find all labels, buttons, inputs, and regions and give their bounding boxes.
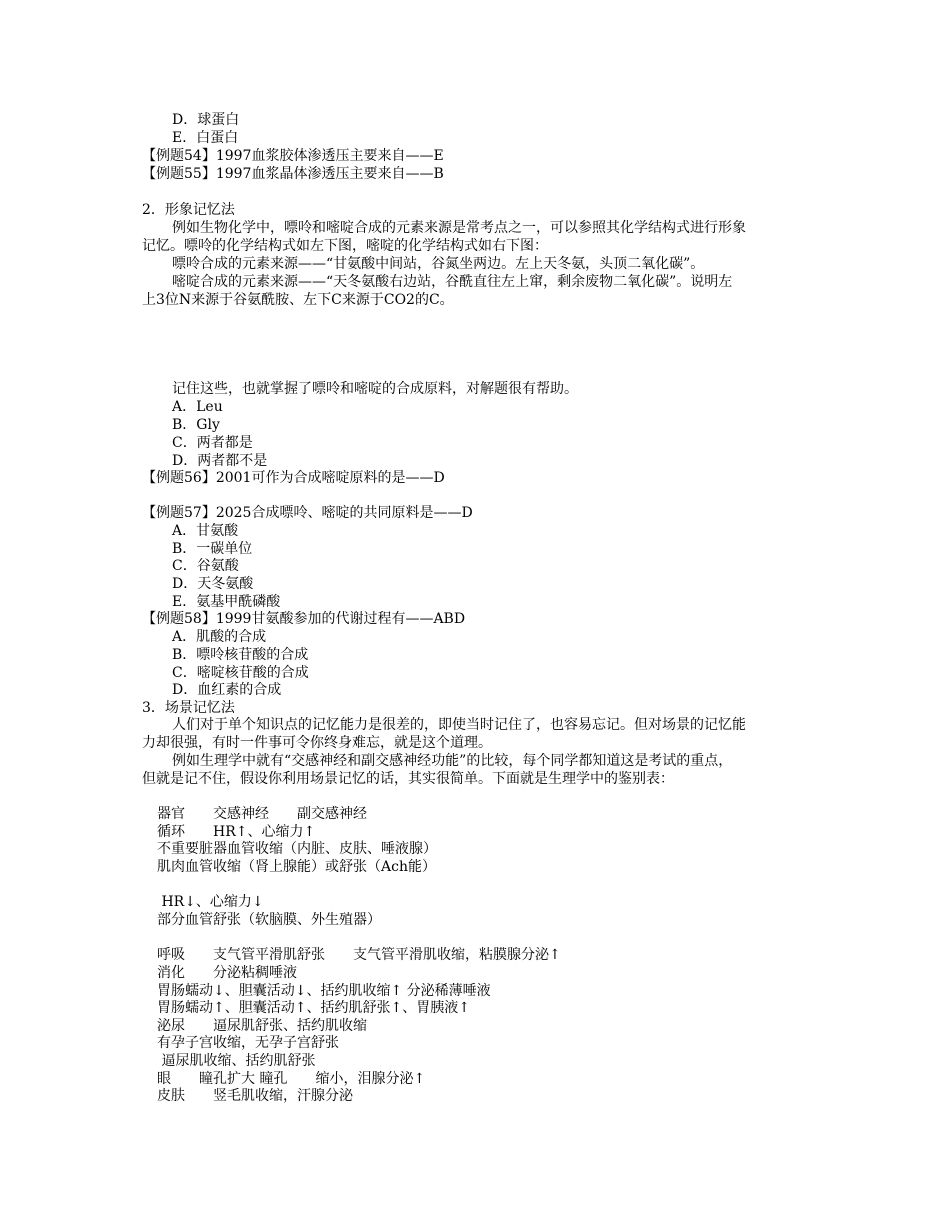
option-e-57: E．氨基甲酰磷酸	[172, 594, 281, 610]
option-b-58: B．嘌呤核苷酸的合成	[172, 647, 309, 663]
table-line: 呼吸 支气管平滑肌舒张 支气管平滑肌收缩，粘膜腺分泌↑	[157, 947, 561, 963]
section-2-paragraph-2: 嘌呤合成的元素来源——“甘氨酸中间站，谷氮坐两边。左上天冬氨，头顶二氧化碳”。	[172, 256, 705, 272]
section-2-paragraph-1b: 记忆。嘌呤的化学结构式如左下图，嘧啶的化学结构式如右下图：	[142, 238, 548, 254]
option-c-57: C．谷氨酸	[172, 558, 239, 574]
option-d-57: D．天冬氨酸	[172, 576, 254, 592]
section-2-paragraph-4: 记住这些，也就掌握了嘌呤和嘧啶的合成原料，对解题很有帮助。	[172, 381, 578, 397]
table-line: 不重要脏器血管收缩（内脏、皮肤、唾液腺）	[157, 841, 437, 857]
table-line: 皮肤 竖毛肌收缩，汗腺分泌	[157, 1088, 353, 1104]
section-3-paragraph-1b: 力却很强，有时一件事可令你终身难忘，就是这个道理。	[142, 735, 492, 751]
section-2-paragraph-3b: 上3位N来源于谷氨酰胺、左下C来源于CO2的C。	[142, 292, 454, 308]
option-d-56: D．两者都不是	[172, 453, 268, 469]
option-b-57: B．一碳单位	[172, 541, 253, 557]
option-d-58: D．血红素的合成	[172, 682, 282, 698]
option-a-56: A．Leu	[172, 399, 223, 415]
section-3-paragraph-2a: 例如生理学中就有“交感神经和副交感神经功能”的比较，每个同学都知道这是考试的重点，	[172, 753, 733, 769]
section-3-paragraph-2b: 但就是记不住，假设你利用场景记忆的话，其实很简单。下面就是生理学中的鉴别表：	[142, 771, 674, 787]
example-54: 【例题54】1997血浆胶体渗透压主要来自——E	[142, 148, 444, 164]
option-b-56: B．Gly	[172, 417, 220, 433]
table-line: 胃肠蠕动↓、胆囊活动↓、括约肌收缩↑ 分泌稀薄唾液	[157, 983, 491, 999]
section-2-paragraph-1a: 例如生物化学中，嘌呤和嘧啶合成的元素来源是常考点之一，可以参照其化学结构式进行形象	[172, 220, 746, 236]
section-3-heading: 3．场景记忆法	[142, 700, 235, 716]
section-3-paragraph-1a: 人们对于单个知识点的记忆能力是很差的，即使当时记住了，也容易忘记。但对场景的记忆能	[172, 717, 746, 733]
option-d: D．球蛋白	[172, 112, 240, 128]
example-55: 【例题55】1997血浆晶体渗透压主要来自——B	[142, 166, 444, 182]
table-line: 有孕子宫收缩，无孕子宫舒张	[157, 1035, 339, 1051]
option-a-58: A．肌酸的合成	[172, 629, 267, 645]
option-c-56: C．两者都是	[172, 435, 253, 451]
table-line: 循环 HR↑、心缩力↑	[157, 824, 316, 840]
table-line: 部分血管舒张（软脑膜、外生殖器）	[157, 912, 381, 928]
table-line: 消化 分泌粘稠唾液	[157, 965, 297, 981]
table-line: 眼 瞳孔扩大 瞳孔 缩小，泪腺分泌↑	[157, 1071, 426, 1087]
table-line: 泌尿 逼尿肌舒张、括约肌收缩	[157, 1018, 367, 1034]
option-a-57: A．甘氨酸	[172, 523, 239, 539]
table-line: 器官 交感神经 副交感神经	[157, 806, 367, 822]
section-2-paragraph-3a: 嘧啶合成的元素来源——“天冬氨酸右边站，谷酰直往左上窜，剩余废物二氧化碳”。说明左	[172, 274, 733, 290]
example-58: 【例题58】1999甘氨酸参加的代谢过程有——ABD	[142, 611, 466, 627]
example-57: 【例题57】2025合成嘌呤、嘧啶的共同原料是——D	[142, 505, 473, 521]
table-line: 逼尿肌收缩、括约肌舒张	[157, 1053, 316, 1069]
table-line: 胃肠蠕动↑、胆囊活动↑、括约肌舒张↑、胃胰液↑	[157, 1000, 470, 1016]
option-e: E．白蛋白	[172, 130, 239, 146]
example-56: 【例题56】2001可作为合成嘧啶原料的是——D	[142, 470, 445, 486]
section-2-heading: 2．形象记忆法	[142, 202, 235, 218]
table-line: HR↓、心缩力↓	[157, 894, 264, 910]
option-c-58: C．嘧啶核苷酸的合成	[172, 665, 309, 681]
table-line: 肌肉血管收缩（肾上腺能）或舒张（Ach能）	[157, 859, 436, 875]
